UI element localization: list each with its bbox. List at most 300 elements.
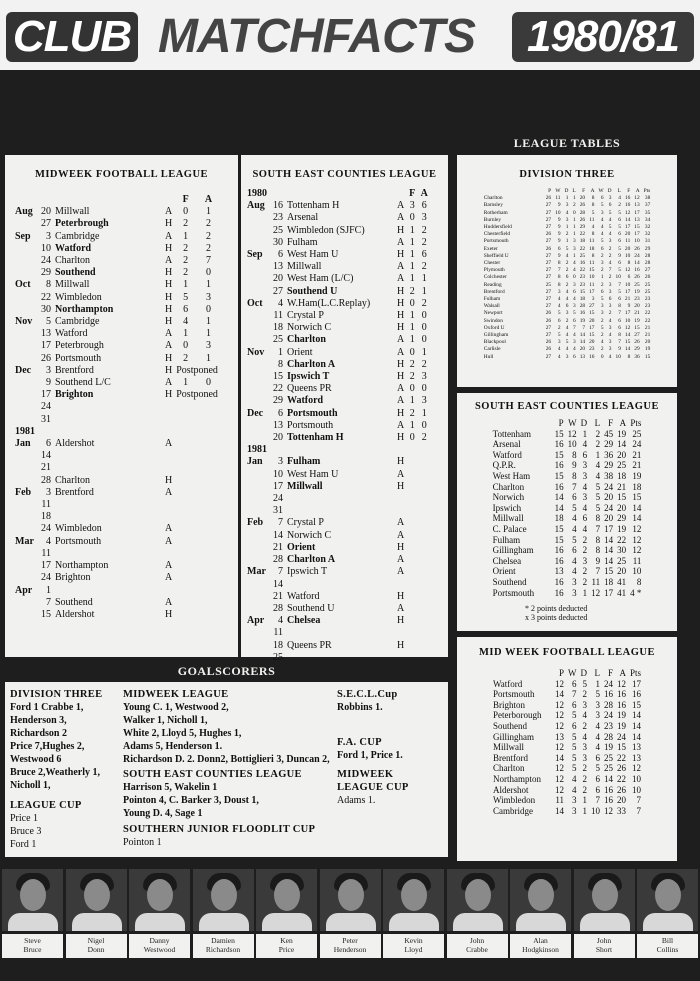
fixture-cell: [197, 462, 220, 474]
table-cell: 4: [573, 260, 576, 267]
fixture-cell: H: [397, 456, 405, 468]
fixture-cell: H: [165, 316, 173, 328]
table-cell: 26: [579, 216, 586, 223]
fixture-cell: 3: [46, 364, 51, 376]
table-cell: 45: [604, 428, 614, 439]
player-last-name: Donn: [87, 945, 105, 954]
fixture-cell: 3: [46, 486, 51, 498]
table-row: [482, 318, 653, 325]
table-cell: 6: [618, 238, 621, 245]
table-cell: 14: [604, 555, 614, 566]
table-cell: 24: [616, 731, 626, 742]
fixture-cell: 3: [421, 395, 427, 407]
table-cell: Wimbledon: [492, 795, 536, 806]
column-header: 1980: [247, 188, 267, 199]
table-cell: 7: [573, 324, 576, 331]
table-cell: 25: [644, 288, 651, 295]
fixture-row: [13, 279, 220, 291]
table-cell: 7: [636, 805, 641, 816]
table-cell: Brentford: [492, 752, 528, 763]
midweek-fixtures-title: MIDWEEK FOOTBALL LEAGUE: [34, 169, 209, 180]
fixture-cell: [418, 652, 430, 664]
table-cell: 1: [573, 216, 576, 223]
scorer-line: Richardson D. 2. Donn2, Bottiglieri 3, Duncan 2,: [123, 754, 330, 765]
table-cell: 14: [632, 720, 641, 731]
table-cell: 1: [573, 252, 576, 259]
fixture-cell: [197, 572, 220, 584]
table-cell: 3: [565, 202, 569, 209]
table-cell: 26: [579, 202, 586, 209]
fixture-row: [245, 615, 430, 627]
table-cell: 5: [600, 202, 604, 209]
fixture-cell: H: [165, 267, 173, 279]
table-cell: 14: [634, 260, 640, 267]
fixture-cell: 2: [409, 285, 415, 297]
table-cell: 8: [591, 252, 595, 259]
table-cell: 9: [557, 252, 561, 259]
fixture-cell: 20: [41, 206, 51, 218]
table-cell: 12: [603, 805, 613, 816]
fixture-row: [13, 267, 220, 279]
table-row: [482, 217, 653, 224]
fixture-cell: Tottenham H: [287, 200, 340, 212]
fixture-cell: 0: [421, 419, 427, 431]
table-cell: 1: [582, 428, 588, 439]
table-cell: 4: [582, 481, 588, 492]
fixture-cell: Oct: [15, 279, 31, 291]
table-cell: 10: [624, 252, 631, 259]
table-cell: 2: [582, 720, 587, 731]
table-cell: 24: [603, 710, 613, 721]
fixture-cell: 24: [41, 255, 51, 267]
table-cell: 4: [582, 439, 588, 450]
fixture-cell: [245, 627, 269, 639]
table-cell: 13: [634, 216, 640, 223]
table-cell: Swindon: [483, 317, 503, 324]
table-cell: Gillingham: [483, 332, 509, 339]
table-cell: 27: [545, 332, 552, 339]
table-cell: 4: [595, 731, 600, 742]
table-row: [482, 332, 653, 339]
table-cell: 28: [579, 303, 586, 310]
scorer-line: Ford 1, Price 1.: [337, 750, 403, 761]
fixture-cell: 0: [409, 346, 415, 358]
fixture-cell: Charlton: [55, 474, 90, 486]
fixture-cell: H: [165, 608, 173, 620]
table-cell: 17: [634, 209, 640, 216]
table-row: [482, 282, 653, 289]
table-cell: 5: [608, 224, 612, 231]
fixture-cell: [245, 505, 269, 517]
scorer-line: Harrison 5, Wakelin 1: [123, 782, 218, 793]
fixture-cell: A: [165, 523, 173, 535]
fixture-cell: [13, 511, 37, 523]
fixture-cell: 8: [278, 358, 283, 370]
table-cell: 5: [608, 209, 612, 216]
fixture-cell: 28: [273, 602, 283, 614]
fixture-cell: 1: [421, 273, 427, 285]
table-cell: 14: [624, 332, 631, 339]
table-cell: 15: [589, 332, 595, 339]
table-cell: 8: [636, 576, 642, 587]
table-row: [491, 482, 644, 493]
table-cell: 14: [554, 492, 564, 503]
table-cell: 17: [634, 231, 640, 238]
fixture-cell: [245, 237, 269, 249]
table-row: [491, 524, 644, 535]
fixture-row: [13, 523, 220, 535]
fixture-cell: [406, 615, 418, 627]
table-cell: 6: [557, 317, 561, 324]
table-cell: 25: [617, 460, 627, 471]
table-cell: Millwall: [492, 513, 524, 524]
table-cell: Ipswich: [492, 502, 522, 513]
table-cell: 28: [603, 699, 613, 710]
fixture-row: [13, 231, 220, 243]
fixture-cell: Feb: [247, 517, 264, 529]
fixture-cell: 1: [421, 285, 427, 297]
table-cell: 7: [582, 324, 586, 331]
table-cell: 3: [582, 555, 588, 566]
table-cell: 2: [608, 310, 612, 317]
scorer-line: Richardson 2: [10, 728, 67, 739]
table-header-row: [491, 418, 644, 429]
fixture-cell: [174, 597, 197, 609]
table-cell: 2: [565, 231, 569, 238]
fixture-cell: 2: [409, 407, 415, 419]
fixture-cell: [174, 572, 197, 584]
table-cell: 19: [634, 288, 640, 295]
fixture-cell: Brighton: [55, 572, 91, 584]
column-header: F: [608, 418, 614, 428]
fixture-cell: 27: [41, 218, 51, 230]
table-cell: 5: [600, 296, 604, 303]
fixture-cell: [13, 523, 37, 535]
table-cell: 9: [557, 238, 561, 245]
fixture-cell: 25: [273, 651, 283, 663]
fixture-cell: [245, 542, 269, 554]
table-cell: 27: [545, 267, 552, 274]
fixture-cell: [245, 432, 269, 444]
table-cell: Southend: [492, 720, 527, 731]
fixture-cell: 20: [273, 432, 283, 444]
table-cell: 11: [591, 576, 601, 587]
column-header: W: [555, 188, 561, 194]
table-cell: 22: [644, 317, 651, 324]
fixture-cell: 11: [273, 627, 283, 639]
table-cell: 19: [616, 720, 626, 731]
table-cell: 1: [582, 795, 587, 806]
table-cell: 19: [644, 346, 651, 353]
table-cell: 5: [595, 502, 601, 513]
table-cell: 25: [617, 555, 627, 566]
fixture-cell: 15: [273, 371, 283, 383]
table-cell: 3: [557, 339, 561, 346]
fixture-cell: A: [397, 200, 405, 212]
table-cell: 4: [557, 296, 561, 303]
fixture-cell: 0: [421, 310, 427, 322]
player-last-name: Crabbe: [466, 945, 488, 954]
player-first-name: John: [469, 936, 485, 945]
fixture-cell: [197, 438, 220, 450]
table-cell: 2: [582, 784, 587, 795]
player-last-name: Henderson: [333, 945, 367, 954]
table-cell: 6: [572, 492, 577, 503]
fixture-cell: [418, 640, 430, 652]
table-cell: 15: [632, 699, 641, 710]
fixture-cell: [269, 444, 285, 456]
table-cell: 7: [557, 267, 561, 274]
table-cell: 28: [579, 209, 586, 216]
fixture-cell: 22: [41, 291, 51, 303]
fixture-cell: [285, 579, 395, 591]
table-cell: 6: [600, 195, 604, 202]
fixture-cell: West Ham U: [287, 468, 339, 480]
table-cell: 16: [579, 310, 586, 317]
table-cell: Walsall: [483, 303, 500, 310]
table-cell: 16: [616, 689, 626, 700]
player-photo: [66, 869, 127, 931]
fixture-row: [13, 328, 220, 340]
fixture-cell: [174, 499, 197, 511]
column-header: F: [182, 194, 189, 205]
table-cell: 15: [554, 534, 564, 545]
table-cell: 25: [545, 281, 552, 288]
fixture-cell: H: [165, 291, 173, 303]
fixture-cell: 29: [273, 395, 283, 407]
fixture-cell: H: [165, 242, 173, 254]
table-cell: 16: [579, 260, 586, 267]
table-cell: 14: [604, 545, 614, 556]
fixture-cell: Watford: [55, 242, 92, 254]
player-caption: [129, 934, 190, 958]
fixture-cell: [13, 304, 37, 316]
fixture-cell: [174, 523, 197, 535]
table-row: [491, 732, 643, 743]
fixture-cell: 1: [183, 279, 189, 291]
player-last-name: Hodgkinson: [522, 945, 559, 954]
fixture-row: [245, 286, 430, 298]
fixture-row: [245, 225, 430, 237]
table-cell: 12: [554, 699, 564, 710]
fixture-row: [13, 438, 220, 450]
fixture-cell: H: [397, 432, 405, 444]
fixture-cell: Southend L/C: [55, 377, 111, 389]
player-first-name: Danny: [149, 936, 170, 945]
table-row: [482, 354, 653, 361]
column-header: L: [594, 418, 601, 428]
table-cell: 2: [582, 576, 588, 587]
table-cell: 5: [618, 288, 621, 295]
fixture-row: [245, 383, 430, 395]
table-cell: 8: [591, 231, 595, 238]
table-cell: 37: [644, 202, 651, 209]
fixture-row: [13, 206, 220, 218]
table-cell: 31: [644, 238, 651, 245]
table-cell: 21: [624, 296, 631, 303]
table-cell: 3: [608, 195, 612, 202]
fixture-cell: [197, 450, 220, 462]
fixture-cell: 0: [421, 334, 427, 346]
fixtures-header-row: [13, 194, 220, 206]
table-cell: C. Palace: [492, 523, 527, 534]
table-cell: 9: [618, 346, 621, 353]
fixture-cell: Brentford: [55, 364, 94, 376]
table-cell: 10: [632, 773, 641, 784]
scorers-league-cup-title: LEAGUE CUP: [10, 800, 82, 811]
fixture-cell: A: [397, 517, 405, 529]
table-cell: 21: [634, 310, 640, 317]
table-cell: 7: [618, 310, 621, 317]
fixture-cell: 1: [409, 334, 415, 346]
table-cell: 2: [600, 281, 604, 288]
table-cell: 3: [608, 303, 612, 310]
table-cell: 15: [617, 492, 627, 503]
column-header: D: [607, 188, 612, 194]
table-cell: 5: [573, 310, 576, 317]
table-cell: 28: [644, 260, 651, 267]
table-cell: 3: [608, 288, 612, 295]
table-cell: 20: [624, 231, 631, 238]
fixture-cell: A: [397, 261, 405, 273]
player-caption: [574, 934, 635, 958]
goalscorers-panel: [5, 682, 448, 857]
table-cell: 12: [616, 678, 626, 689]
player-photo: [510, 869, 571, 931]
fixture-cell: H: [397, 480, 405, 492]
fixture-cell: H: [397, 371, 405, 383]
table-cell: 18: [617, 470, 627, 481]
fixture-cell: 30: [41, 303, 51, 315]
fixture-cell: H: [165, 389, 173, 401]
fixture-cell: 10: [273, 468, 283, 480]
table-cell: 9: [627, 303, 631, 310]
scorer-line: Bruce 2,Weatherly 1,: [10, 767, 100, 778]
player-first-name: Ken: [280, 936, 293, 945]
table-cell: 14: [632, 502, 642, 513]
fixture-cell: [174, 609, 197, 621]
fixture-cell: 0: [205, 303, 211, 315]
table-cell: 10: [567, 439, 577, 450]
fixture-row: [13, 560, 220, 572]
fixture-cell: [245, 371, 269, 383]
table-cell: 15: [634, 324, 640, 331]
table-cell: 4: [582, 731, 587, 742]
table-cell: 12: [554, 742, 564, 753]
fixture-cell: [163, 401, 174, 413]
fixture-cell: 0: [421, 322, 427, 334]
table-cell: 12: [624, 209, 631, 216]
player-photo: [193, 869, 254, 931]
fixture-cell: H: [397, 297, 405, 309]
table-cell: 12: [554, 763, 564, 774]
table-cell: 28: [644, 252, 651, 259]
table-cell: 5: [600, 324, 604, 331]
player-last-name: Richardson: [205, 945, 241, 954]
column-header: [13, 194, 37, 206]
table-cell: 8: [595, 545, 601, 556]
fixture-cell: Nov: [15, 316, 33, 328]
fixture-cell: Watford: [55, 328, 88, 340]
table-cell: 13: [632, 742, 641, 753]
fixture-cell: Apr: [247, 615, 265, 627]
fixture-cell: 1: [409, 419, 415, 431]
table-cell: 5: [571, 742, 577, 753]
fixture-cell: 6: [421, 200, 427, 212]
table-cell: 25: [579, 252, 586, 259]
fixture-cell: H: [165, 364, 173, 376]
fixture-cell: [13, 292, 37, 304]
fixture-row: [245, 334, 430, 346]
column-header: A: [590, 188, 595, 194]
fixture-cell: 11: [41, 499, 51, 511]
fixture-cell: 24: [273, 493, 283, 505]
table-row: [491, 492, 644, 503]
fixture-cell: Portsmouth: [287, 419, 334, 431]
table-cell: 15: [589, 267, 595, 274]
table-cell: 19: [632, 470, 642, 481]
table-cell: 27: [545, 303, 552, 310]
fixture-cell: [197, 560, 220, 572]
table-cell: 3: [591, 296, 595, 303]
fixture-cell: [53, 585, 163, 597]
fixture-cell: [13, 243, 37, 255]
table-cell: 1: [595, 678, 600, 689]
table-cell: 3: [565, 310, 569, 317]
column-header: A: [204, 194, 213, 205]
fixture-cell: 7: [46, 596, 51, 608]
table-cell: 14: [617, 439, 627, 450]
fixture-cell: H: [397, 541, 405, 553]
fixture-cell: Chelsea: [287, 615, 321, 627]
fixture-cell: 2: [421, 224, 427, 236]
table-cell: 4: [571, 773, 577, 784]
column-header: A: [635, 188, 640, 194]
table-cell: 27: [545, 224, 552, 231]
fixture-cell: [245, 310, 269, 322]
table-cell: 29: [604, 460, 614, 471]
table-cell: 1: [573, 231, 576, 238]
table-cell: Colchester: [483, 274, 507, 281]
table-row: [482, 289, 653, 296]
fixture-row: [245, 493, 430, 505]
table-cell: 8: [572, 470, 577, 481]
table-cell: 2: [595, 439, 601, 450]
league-tables-heading: LEAGUE TABLES: [513, 136, 621, 150]
table-cell: 4: [591, 224, 595, 231]
fixture-cell: [37, 426, 53, 438]
table-cell: 2: [608, 252, 612, 259]
fixture-cell: 4: [183, 316, 189, 328]
player-last-name: Lloyd: [404, 945, 423, 954]
table-row: [491, 439, 644, 450]
table-cell: 16: [554, 460, 564, 471]
table-cell: 15: [554, 470, 564, 481]
table-cell: 3: [582, 492, 588, 503]
column-header: L: [572, 188, 576, 194]
table-cell: Fulham: [483, 296, 501, 303]
table-cell: 24: [632, 439, 642, 450]
fixture-cell: 4: [278, 615, 283, 627]
fixture-cell: [406, 591, 418, 603]
fixture-cell: 11: [273, 310, 283, 322]
division-three-title: DIVISION THREE: [519, 169, 615, 180]
fixture-cell: Feb: [15, 486, 32, 498]
table-cell: 19: [579, 317, 586, 324]
scorer-line: Pointon 1: [123, 837, 162, 848]
table-cell: 20: [604, 513, 614, 524]
fixture-cell: 1: [205, 352, 211, 364]
